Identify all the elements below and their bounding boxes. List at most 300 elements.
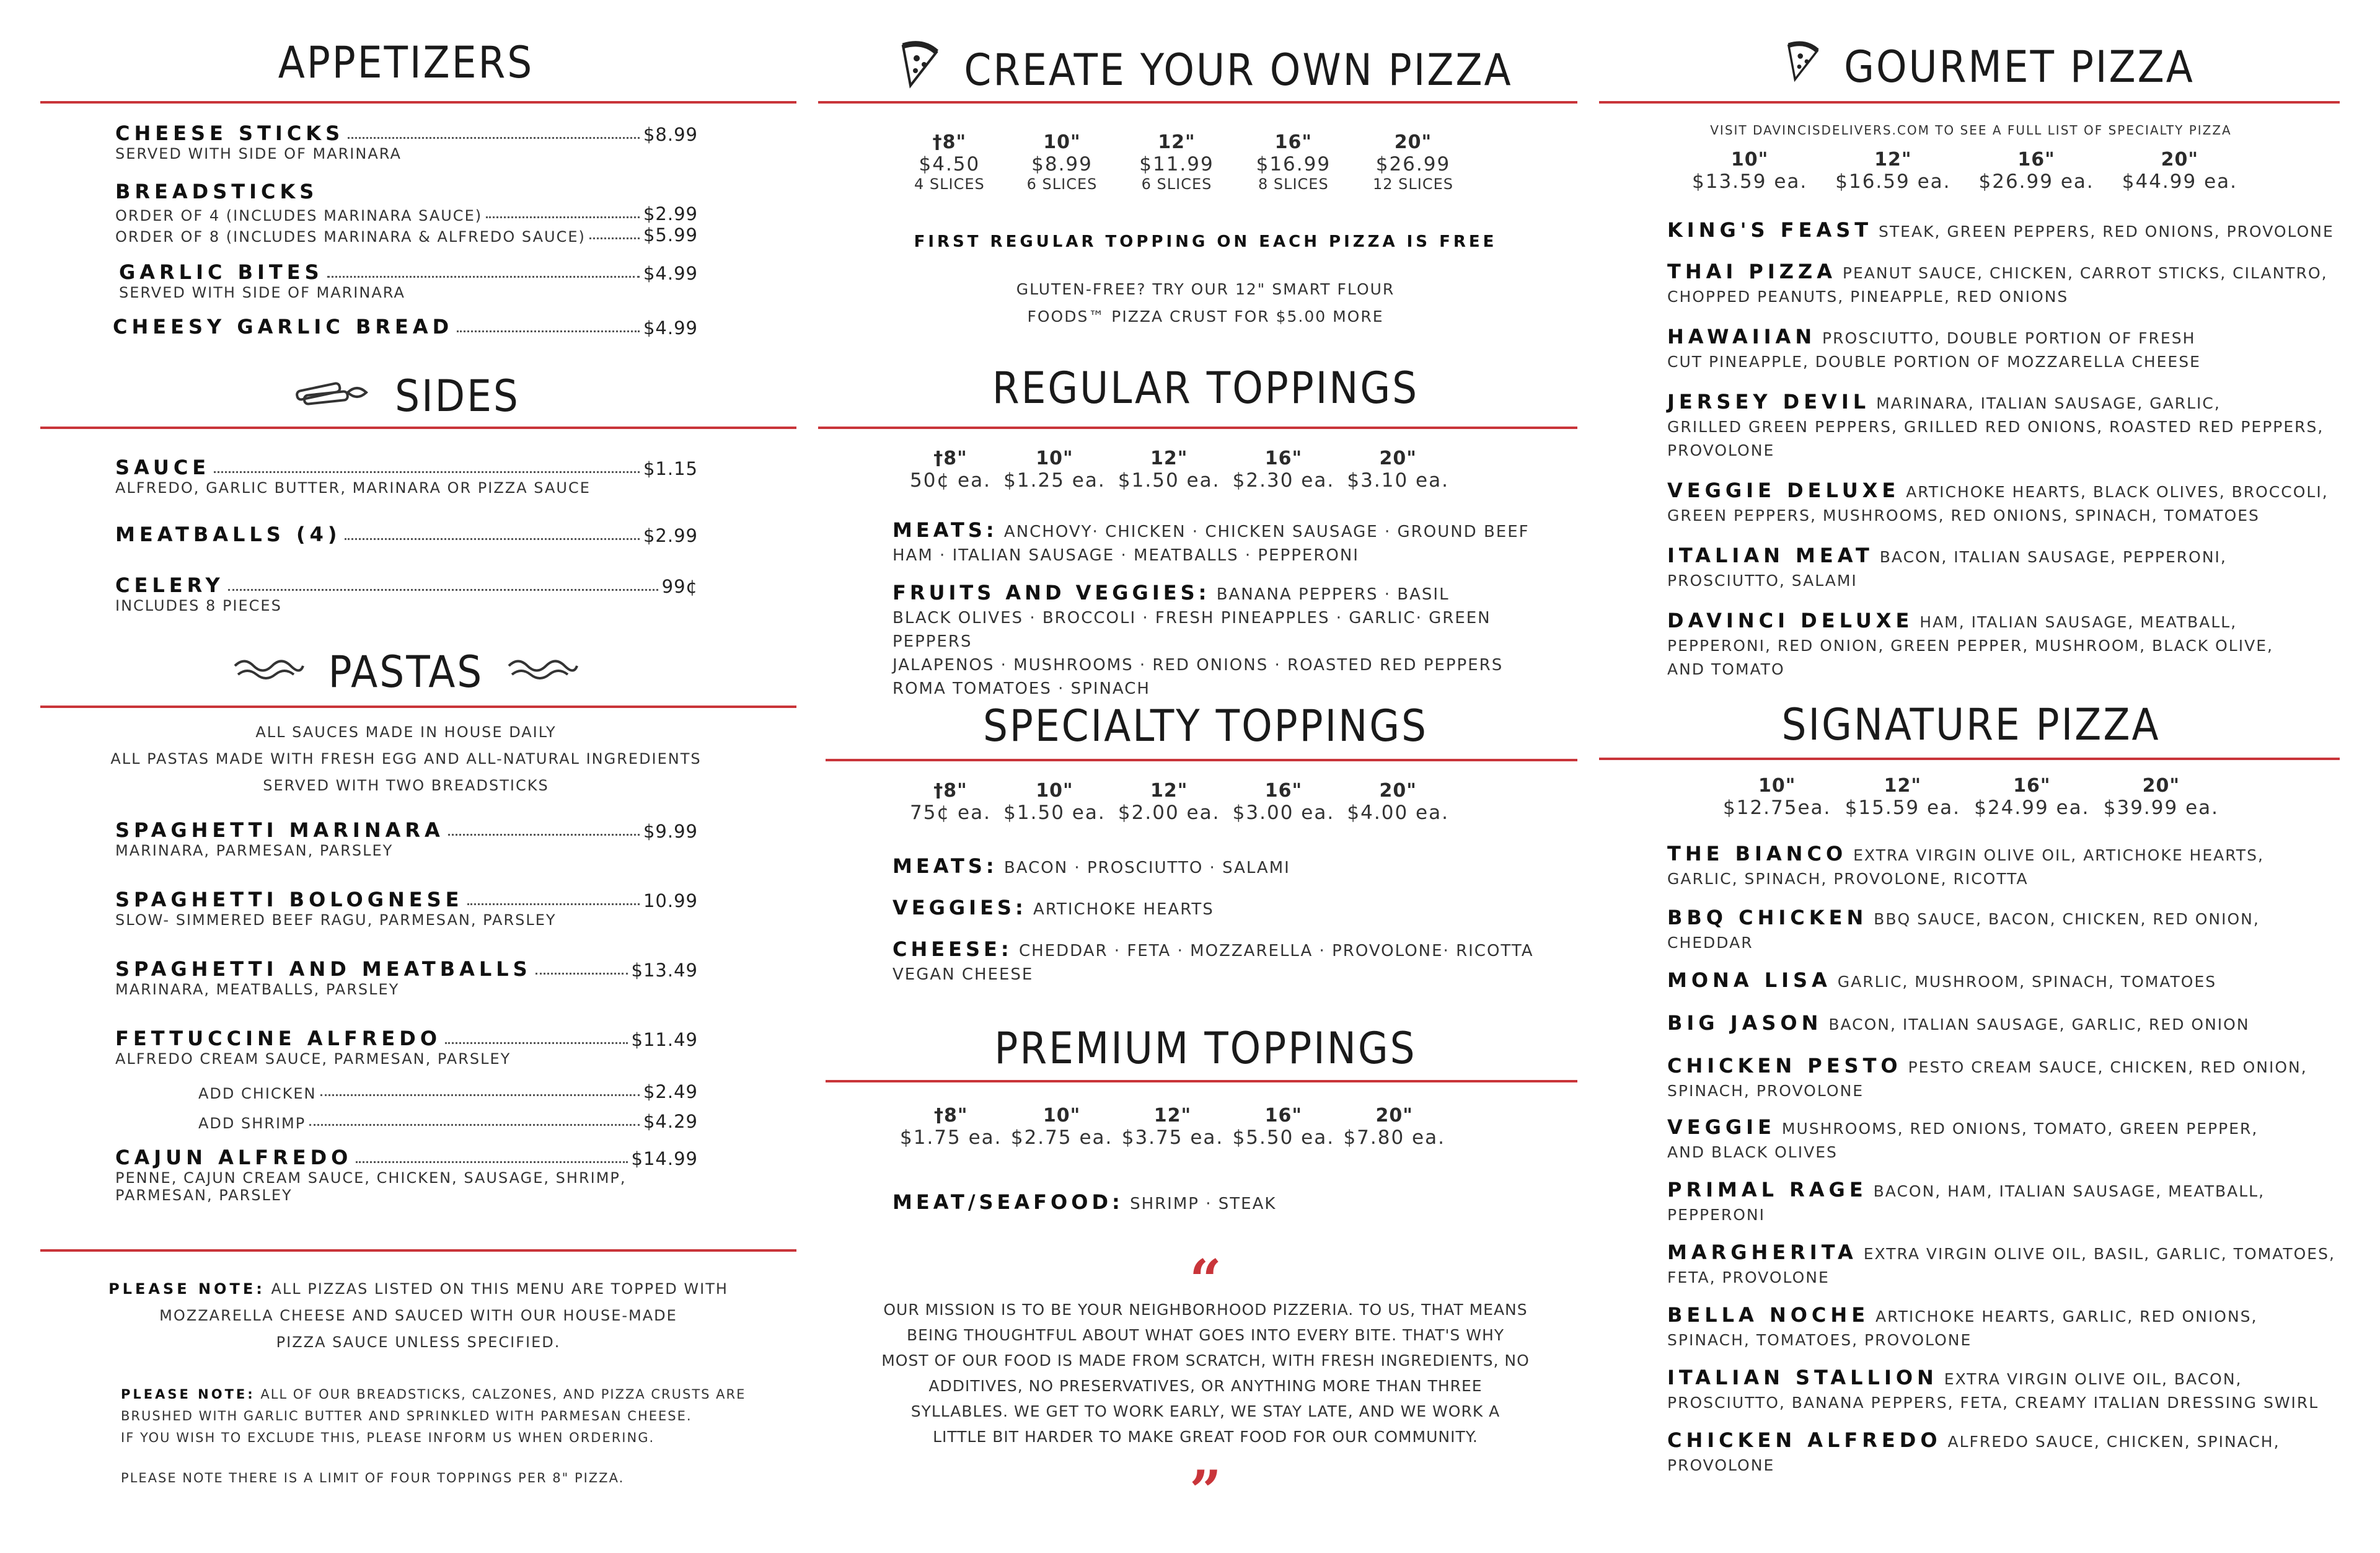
pizza-desc: MUSHROOMS, RED ONIONS, TOMATO, GREEN PEPPER, <box>1781 1120 2259 1138</box>
size-col <box>1373 131 1453 193</box>
item-price: 99¢ <box>661 576 698 597</box>
item-name: SPAGHETTI AND MEATBALLS <box>115 957 532 981</box>
topping-list: JALAPENOS · MUSHROOMS · RED ONIONS · ROASTED RED PEPPERS <box>892 656 1504 675</box>
quote-open-icon: “ <box>1189 1247 1222 1313</box>
note-text: ALL OF OUR BREADSTICKS, CALZONES, AND PIZZA CRUSTS ARE <box>260 1387 746 1402</box>
size-col <box>914 131 985 193</box>
pizza-item <box>1667 1428 2368 1477</box>
menu-item <box>115 122 698 162</box>
gf-line: GLUTEN-FREE? TRY OUR 12" SMART FLOUR <box>1016 280 1395 298</box>
size-price: $7.80 ea. <box>1343 1126 1445 1149</box>
menu-item <box>115 260 698 301</box>
size-slices: 6 SLICES <box>1141 175 1212 193</box>
size-price: $1.25 ea. <box>1003 469 1106 492</box>
topping-list: VEGAN CHEESE <box>892 965 1034 984</box>
size-col <box>1003 448 1106 492</box>
size-price: $24.99 ea. <box>1974 797 2090 819</box>
item-name: CHEESE STICKS <box>115 122 345 145</box>
size-price: $16.99 <box>1256 153 1331 175</box>
size-slices: 6 SLICES <box>1026 175 1098 193</box>
size-col <box>2122 149 2237 193</box>
size-label: †8" <box>934 1105 968 1126</box>
size-label: †8" <box>933 448 967 469</box>
size-price: $4.00 ea. <box>1347 802 1449 824</box>
create-title: CREATE YOUR OWN PIZZA <box>964 44 1513 95</box>
pizza-item <box>1667 842 2368 891</box>
quote-close-icon: ” <box>1189 1458 1222 1524</box>
regular-title: REGULAR TOPPINGS <box>992 363 1419 414</box>
pasta-note: ALL PASTAS MADE WITH FRESH EGG AND ALL-NATURAL INGREDIENTS <box>110 750 702 768</box>
pastas-rule <box>40 706 796 708</box>
size-col <box>1011 1105 1113 1149</box>
pasta-note: ALL SAUCES MADE IN HOUSE DAILY <box>255 723 557 741</box>
size-price: $11.99 <box>1139 153 1214 175</box>
size-label: 16" <box>1264 780 1303 802</box>
topping-list: BACON · PROSCIUTTO · SALAMI <box>1003 859 1290 877</box>
size-label: 10" <box>1042 1105 1081 1126</box>
item-desc: PENNE, CAJUN CREAM SAUCE, CHICKEN, SAUSAGE, SHRIMP, <box>115 1169 627 1187</box>
pizza-desc: BBQ SAUCE, BACON, CHICKEN, RED ONION, <box>1874 910 2260 928</box>
pizza-desc: SPINACH, TOMATOES, PROVOLONE <box>1667 1331 1972 1349</box>
size-label: 12" <box>1153 1105 1192 1126</box>
pizza-name: MONA LISA <box>1667 968 1831 992</box>
option-price: $5.99 <box>643 224 698 246</box>
regular-lists <box>892 518 1574 701</box>
size-price: $5.50 ea. <box>1232 1126 1335 1149</box>
size-price: $8.99 <box>1031 153 1093 175</box>
topping-list: BLACK OLIVES · BROCCOLI · FRESH PINEAPPLES · GARLIC· GREEN PEPPERS <box>892 609 1491 651</box>
pizza-desc: ARTICHOKE HEARTS, GARLIC, RED ONIONS, <box>1875 1307 2258 1325</box>
appetizers-list <box>115 122 698 338</box>
sides-rule <box>40 427 796 429</box>
size-label: 12" <box>1150 780 1188 802</box>
size-col <box>1835 149 1950 193</box>
menu-item <box>115 818 698 859</box>
item-price: $8.99 <box>643 124 698 145</box>
gourmet-sizes <box>1692 149 2237 193</box>
size-col <box>1723 775 1831 819</box>
pasta-icon <box>232 647 306 697</box>
pizza-slice-icon <box>1784 40 1822 94</box>
pizza-desc: PROVOLONE <box>1667 441 1775 459</box>
sides-list <box>115 456 698 614</box>
pizza-desc: FETA, PROVOLONE <box>1667 1268 1830 1286</box>
pastas-header <box>0 647 812 697</box>
item-name: SAUCE <box>115 456 211 479</box>
addons <box>198 1081 698 1132</box>
item-desc: SLOW- SIMMERED BEEF RAGU, PARMESAN, PARSLEY <box>115 911 557 929</box>
topping-list: HAM · ITALIAN SAUSAGE · MEATBALLS · PEPPERONI <box>892 546 1359 565</box>
pizza-desc: PROSCIUTTO, DOUBLE PORTION OF FRESH <box>1822 329 2196 347</box>
size-col <box>910 448 991 492</box>
premium-sizes <box>900 1105 1445 1149</box>
size-price: $3.10 ea. <box>1347 469 1449 492</box>
pizza-desc: CUT PINEAPPLE, DOUBLE PORTION OF MOZZARELLA CHEESE <box>1667 353 2201 371</box>
gluten-free <box>818 276 1593 330</box>
size-slices: 12 SLICES <box>1372 175 1453 193</box>
pizza-desc: ARTICHOKE HEARTS, BLACK OLIVES, BROCCOLI, <box>1906 483 2329 501</box>
size-label: 20" <box>1394 131 1432 153</box>
item-desc: SERVED WITH SIDE OF MARINARA <box>115 145 402 162</box>
size-label: †8" <box>933 780 967 802</box>
size-col <box>1347 448 1449 492</box>
pizza-name: ITALIAN STALLION <box>1667 1366 1938 1389</box>
pastas-notes <box>0 719 812 799</box>
mission-line: MOST OF OUR FOOD IS MADE FROM SCRATCH, WITH FRESH INGREDIENTS, NO <box>881 1352 1530 1369</box>
note-label: PLEASE NOTE: <box>121 1387 255 1402</box>
menu-item <box>113 315 698 338</box>
pizza-desc: GARLIC, MUSHROOM, SPINACH, TOMATOES <box>1837 973 2217 991</box>
pizza-item <box>1667 544 2368 593</box>
specialty-rule <box>826 759 1577 761</box>
size-label: 12" <box>1884 775 1921 797</box>
size-col <box>910 780 991 824</box>
size-price: $13.59 ea. <box>1692 170 1808 193</box>
item-desc: ALFREDO CREAM SAUCE, PARMESAN, PARSLEY <box>115 1050 511 1068</box>
note-text: PIZZA SAUCE UNLESS SPECIFIED. <box>276 1334 561 1351</box>
create-sizes <box>914 131 1453 193</box>
pizza-desc: GRILLED GREEN PEPPERS, GRILLED RED ONIONS, ROASTED RED PEPPERS, <box>1667 418 2324 436</box>
size-label: 16" <box>2017 149 2055 170</box>
pizza-name: KING'S FEAST <box>1667 218 1873 242</box>
size-label: 20" <box>1379 780 1417 802</box>
size-col <box>1233 448 1335 492</box>
pizza-item <box>1667 325 2368 374</box>
size-price: $1.50 ea. <box>1117 469 1220 492</box>
size-price: $4.50 <box>919 153 981 175</box>
addon-label: ADD CHICKEN <box>198 1085 317 1102</box>
pizza-item <box>1667 1115 2368 1164</box>
pizza-name: THE BIANCO <box>1667 842 1848 865</box>
pizza-item <box>1667 1011 2368 1037</box>
pizza-item <box>1667 906 2368 955</box>
create-header <box>818 40 1593 100</box>
size-price: $16.59 ea. <box>1835 170 1951 193</box>
pizza-name: MARGHERITA <box>1667 1241 1858 1264</box>
regular-sizes <box>910 448 1449 492</box>
size-price: $2.75 ea. <box>1010 1126 1113 1149</box>
pasta-icon <box>506 647 580 697</box>
menu-item <box>115 180 698 246</box>
size-label: 20" <box>2142 775 2180 797</box>
size-label: 16" <box>1274 131 1313 153</box>
premium-rule <box>826 1080 1577 1082</box>
pizza-item <box>1667 260 2368 309</box>
menu-item <box>115 573 698 614</box>
option-price: $2.99 <box>643 203 698 224</box>
pizza-desc: PROSCIUTTO, BANANA PEPPERS, FETA, CREAMY ITALIAN DRESSING SWIRL <box>1667 1394 2319 1412</box>
pizza-desc: EXTRA VIRGIN OLIVE OIL, BACON, <box>1944 1370 2242 1388</box>
pizza-desc: CHEDDAR <box>1667 934 1753 952</box>
premium-list <box>892 1190 1574 1216</box>
topping-list: ARTICHOKE HEARTS <box>1033 900 1214 919</box>
item-name: BREADSTICKS <box>115 180 319 203</box>
topping-label: FRUITS AND VEGGIES: <box>892 581 1210 604</box>
note-text: IF YOU WISH TO EXCLUDE THIS, PLEASE INFORM US WHEN ORDERING. <box>121 1430 655 1445</box>
size-col <box>1003 780 1106 824</box>
size-price: $39.99 ea. <box>2103 797 2219 819</box>
item-desc: PARMESAN, PARSLEY <box>115 1187 293 1204</box>
pizza-desc: ALFREDO SAUCE, CHICKEN, SPINACH, <box>1947 1433 2280 1451</box>
note-text: MOZZARELLA CHEESE AND SAUCED WITH OUR HOUSE-MADE <box>159 1307 677 1324</box>
pizza-name: CHICKEN ALFREDO <box>1667 1428 1942 1452</box>
size-col <box>1256 131 1331 193</box>
pizza-name: JERSEY DEVIL <box>1667 390 1871 414</box>
size-price: $26.99 ea. <box>1978 170 2094 193</box>
size-label: †8" <box>932 131 967 153</box>
pizza-desc: MARINARA, ITALIAN SAUSAGE, GARLIC, <box>1876 394 2221 412</box>
mission-line: BEING THOUGHTFUL ABOUT WHAT GOES INTO EVERY BITE. THAT'S WHY <box>906 1326 1505 1344</box>
topping-list: SHRIMP · STEAK <box>1130 1195 1277 1213</box>
note-text: ALL PIZZAS LISTED ON THIS MENU ARE TOPPED WITH <box>271 1280 728 1298</box>
size-col <box>1118 780 1220 824</box>
sides-title: SIDES <box>395 371 520 422</box>
premium-title: PREMIUM TOPPINGS <box>994 1023 1417 1074</box>
pizza-item <box>1667 479 2368 528</box>
pizza-name: PRIMAL RAGE <box>1667 1178 1867 1201</box>
sides-header <box>0 371 812 422</box>
size-label: 12" <box>1150 448 1188 469</box>
size-label: 16" <box>1264 448 1303 469</box>
pizza-desc: GREEN PEPPERS, MUSHROOMS, RED ONIONS, SPINACH, TOMATOES <box>1667 507 2260 524</box>
pizza-desc: HAM, ITALIAN SAUSAGE, MEATBALL, <box>1919 613 2237 631</box>
menu-item <box>115 523 698 546</box>
menu-item <box>115 957 698 998</box>
addon-price: $4.29 <box>643 1111 698 1132</box>
note-text: BRUSHED WITH GARLIC BUTTER AND SPRINKLED WITH PARMESAN CHEESE. <box>121 1409 692 1423</box>
topping-list: ANCHOVY· CHICKEN · CHICKEN SAUSAGE · GROUND BEEF <box>1003 523 1530 541</box>
notes-rule <box>40 1249 796 1252</box>
pizza-name: ITALIAN MEAT <box>1667 544 1874 567</box>
size-label: 12" <box>1874 149 1912 170</box>
topping-label: VEGGIES: <box>892 896 1027 919</box>
item-name: SPAGHETTI MARINARA <box>115 818 444 842</box>
appetizers-rule <box>40 101 796 104</box>
item-name: CHEESY GARLIC BREAD <box>113 315 454 338</box>
create-rule <box>818 101 1577 104</box>
pizza-desc: PEPPERONI, RED ONION, GREEN PEPPER, MUSHROOM, BLACK OLIVE, <box>1667 637 2273 655</box>
gourmet-title: GOURMET PIZZA <box>1844 41 2195 92</box>
menu-item <box>115 456 698 497</box>
size-price: $3.75 ea. <box>1121 1126 1224 1149</box>
size-price: $26.99 <box>1375 153 1451 175</box>
size-col <box>1027 131 1098 193</box>
pizza-name: CHICKEN PESTO <box>1667 1054 1902 1077</box>
size-col <box>1347 780 1449 824</box>
pizza-desc: PROSCIUTTO, SALAMI <box>1667 572 1858 590</box>
item-desc: INCLUDES 8 PIECES <box>115 597 282 614</box>
pizza-desc: BACON, ITALIAN SAUSAGE, PEPPERONI, <box>1879 548 2227 566</box>
item-price: $9.99 <box>643 821 698 842</box>
size-price: $44.99 ea. <box>2122 170 2237 193</box>
pizza-slice-icon <box>898 40 941 100</box>
item-price: $4.99 <box>643 317 698 338</box>
gourmet-list <box>1667 218 2368 697</box>
pizza-item <box>1667 1178 2368 1227</box>
mission-line: LITTLE BIT HARDER TO MAKE GREAT FOOD FOR OUR COMMUNITY. <box>933 1428 1478 1446</box>
size-col <box>2104 775 2219 819</box>
item-price: $11.49 <box>631 1029 698 1050</box>
size-price: $15.59 ea. <box>1844 797 1960 819</box>
item-name: CAJUN ALFREDO <box>115 1146 353 1169</box>
size-label: 10" <box>1730 149 1769 170</box>
pizza-item <box>1667 1366 2368 1415</box>
pizza-item <box>1667 218 2368 244</box>
pizza-desc: PEANUT SAUCE, CHICKEN, CARROT STICKS, CILANTRO, <box>1842 264 2328 282</box>
pizza-name: VEGGIE <box>1667 1115 1776 1139</box>
pizza-desc: EXTRA VIRGIN OLIVE OIL, ARTICHOKE HEARTS, <box>1853 846 2264 864</box>
pizza-desc: AND BLACK OLIVES <box>1667 1143 1838 1161</box>
size-price: 75¢ ea. <box>910 802 991 824</box>
size-col <box>1233 1105 1335 1149</box>
pizza-desc: BACON, HAM, ITALIAN SAUSAGE, MEATBALL, <box>1873 1182 2265 1200</box>
item-name: GARLIC BITES <box>119 260 324 284</box>
topping-list: ROMA TOMATOES · SPINACH <box>892 679 1150 698</box>
item-desc: MARINARA, PARMESAN, PARSLEY <box>115 842 394 859</box>
size-price: $12.75ea. <box>1723 797 1831 819</box>
mission-line: OUR MISSION IS TO BE YOUR NEIGHBORHOOD PIZZERIA. TO US, THAT MEANS <box>883 1301 1528 1319</box>
size-col <box>1118 448 1220 492</box>
pizza-item <box>1667 1241 2368 1290</box>
specialty-title: SPECIALTY TOPPINGS <box>982 701 1429 751</box>
item-price: $2.99 <box>643 525 698 546</box>
size-price: $2.00 ea. <box>1117 802 1220 824</box>
menu-item <box>115 888 698 929</box>
pizza-desc: PEPPERONI <box>1667 1206 1765 1224</box>
pizza-desc: PROVOLONE <box>1667 1456 1775 1474</box>
pizza-desc: GARLIC, SPINACH, PROVOLONE, RICOTTA <box>1667 870 2029 888</box>
menu-item <box>115 1027 698 1068</box>
free-topping: FIRST REGULAR TOPPING ON EACH PIZZA IS FREE <box>914 232 1497 251</box>
size-col <box>1122 1105 1224 1149</box>
signature-sizes <box>1723 775 2219 819</box>
pizza-item <box>1667 1303 2368 1352</box>
item-price: $13.49 <box>631 960 698 981</box>
gourmet-header <box>1599 40 2380 94</box>
size-label: 10" <box>1036 780 1073 802</box>
pastas-title: PASTAS <box>328 647 484 697</box>
item-desc: MARINARA, MEATBALLS, PARSLEY <box>115 981 400 998</box>
item-name: FETTUCCINE ALFREDO <box>115 1027 442 1050</box>
item-price: $1.15 <box>643 458 698 479</box>
pizza-desc: STEAK, GREEN PEPPERS, RED ONIONS, PROVOLONE <box>1879 223 2334 241</box>
menu-item <box>115 1146 698 1204</box>
pizza-name: BIG JASON <box>1667 1011 1823 1035</box>
topping-label: MEATS: <box>892 854 998 878</box>
size-price: $1.50 ea. <box>1003 802 1106 824</box>
size-col <box>900 1105 1002 1149</box>
regular-rule <box>818 427 1577 429</box>
size-price: $2.30 ea. <box>1232 469 1335 492</box>
pastas-list <box>115 818 698 1204</box>
topping-list: BANANA PEPPERS · BASIL <box>1216 585 1450 604</box>
size-col <box>1974 775 2089 819</box>
pizza-name: THAI PIZZA <box>1667 260 1836 283</box>
mission-line: SYLLABLES. WE GET TO WORK EARLY, WE STAY LATE, AND WE WORK A <box>910 1402 1501 1420</box>
item-desc: ALFREDO, GARLIC BUTTER, MARINARA OR PIZZA SAUCE <box>115 479 591 497</box>
pizza-name: VEGGIE DELUXE <box>1667 479 1900 502</box>
size-label: 10" <box>1036 448 1073 469</box>
size-slices: 8 SLICES <box>1258 175 1329 193</box>
pizza-desc: SPINACH, PROVOLONE <box>1667 1082 1864 1100</box>
specialty-lists <box>892 854 1574 986</box>
size-price: $3.00 ea. <box>1232 802 1335 824</box>
size-label: 20" <box>1379 448 1417 469</box>
size-label: 20" <box>1375 1105 1413 1126</box>
gourmet-visit: VISIT DAVINCISDELIVERS.COM TO SEE A FULL LIST OF SPECIALTY PIZZA <box>1710 123 2232 138</box>
item-price: $4.99 <box>643 263 698 284</box>
pizza-item <box>1667 1054 2368 1103</box>
size-slices: 4 SLICES <box>914 175 985 193</box>
topping-label: MEATS: <box>892 518 998 542</box>
breadsticks-icon <box>292 371 372 422</box>
size-label: 12" <box>1158 131 1196 153</box>
size-col <box>1139 131 1214 193</box>
option-label: ORDER OF 4 (INCLUDES MARINARA SAUCE) <box>115 207 483 224</box>
size-label: 20" <box>2161 149 2199 170</box>
pizza-desc: BACON, ITALIAN SAUSAGE, GARLIC, RED ONION <box>1828 1015 2250 1033</box>
pizza-name: BBQ CHICKEN <box>1667 906 1868 929</box>
note-2 <box>121 1384 803 1449</box>
item-name: CELERY <box>115 573 224 597</box>
pasta-note: SERVED WITH TWO BREADSTICKS <box>263 777 549 794</box>
size-col <box>1692 149 1807 193</box>
pizza-name: BELLA NOCHE <box>1667 1303 1870 1327</box>
topping-label: CHEESE: <box>892 937 1013 961</box>
item-name: SPAGHETTI BOLOGNESE <box>115 888 464 911</box>
pizza-item <box>1667 968 2368 994</box>
size-col <box>1343 1105 1445 1149</box>
note-1 <box>0 1276 837 1356</box>
size-price: 50¢ ea. <box>910 469 991 492</box>
signature-list <box>1667 842 2368 1493</box>
signature-rule <box>1599 758 2340 760</box>
mission-statement <box>818 1297 1593 1449</box>
size-col <box>1979 149 2094 193</box>
pizza-item <box>1667 390 2368 462</box>
pizza-item <box>1667 609 2368 681</box>
size-label: 16" <box>1264 1105 1303 1126</box>
size-label: 10" <box>1758 775 1796 797</box>
pizza-name: HAWAIIAN <box>1667 325 1817 348</box>
topping-label: MEAT/SEAFOOD: <box>892 1190 1124 1214</box>
item-price: 10.99 <box>643 890 698 911</box>
pizza-desc: AND TOMATO <box>1667 660 1785 678</box>
addon-price: $2.49 <box>643 1081 698 1102</box>
pizza-desc: PESTO CREAM SAUCE, CHICKEN, RED ONION, <box>1908 1058 2307 1076</box>
pizza-desc: EXTRA VIRGIN OLIVE OIL, BASIL, GARLIC, TOMATOES, <box>1863 1245 2335 1263</box>
item-name: MEATBALLS (4) <box>115 523 342 546</box>
gourmet-rule <box>1599 101 2340 104</box>
signature-title: SIGNATURE PIZZA <box>1781 699 2161 750</box>
note-label: PLEASE NOTE: <box>108 1280 265 1298</box>
specialty-sizes <box>910 780 1449 824</box>
size-price: $1.75 ea. <box>900 1126 1002 1149</box>
mission-line: ADDITIVES, NO PRESERVATIVES, OR ANYTHING MORE THAN THREE <box>928 1377 1483 1395</box>
option-label: ORDER OF 8 (INCLUDES MARINARA & ALFREDO SAUCE) <box>115 228 586 246</box>
item-desc: SERVED WITH SIDE OF MARINARA <box>119 284 405 301</box>
pizza-name: DAVINCI DELUXE <box>1667 609 1914 632</box>
note-3: PLEASE NOTE THERE IS A LIMIT OF FOUR TOPPINGS PER 8" PIZZA. <box>121 1471 625 1485</box>
size-label: 16" <box>2013 775 2051 797</box>
item-price: $14.99 <box>631 1148 698 1169</box>
topping-list: CHEDDAR · FETA · MOZZARELLA · PROVOLONE· RICOTTA <box>1018 942 1534 960</box>
addon-label: ADD SHRIMP <box>198 1115 306 1132</box>
appetizers-title: APPETIZERS <box>278 37 534 88</box>
gf-line: FOODS™ PIZZA CRUST FOR $5.00 MORE <box>1027 308 1384 325</box>
size-col <box>1845 775 1960 819</box>
size-col <box>1233 780 1335 824</box>
